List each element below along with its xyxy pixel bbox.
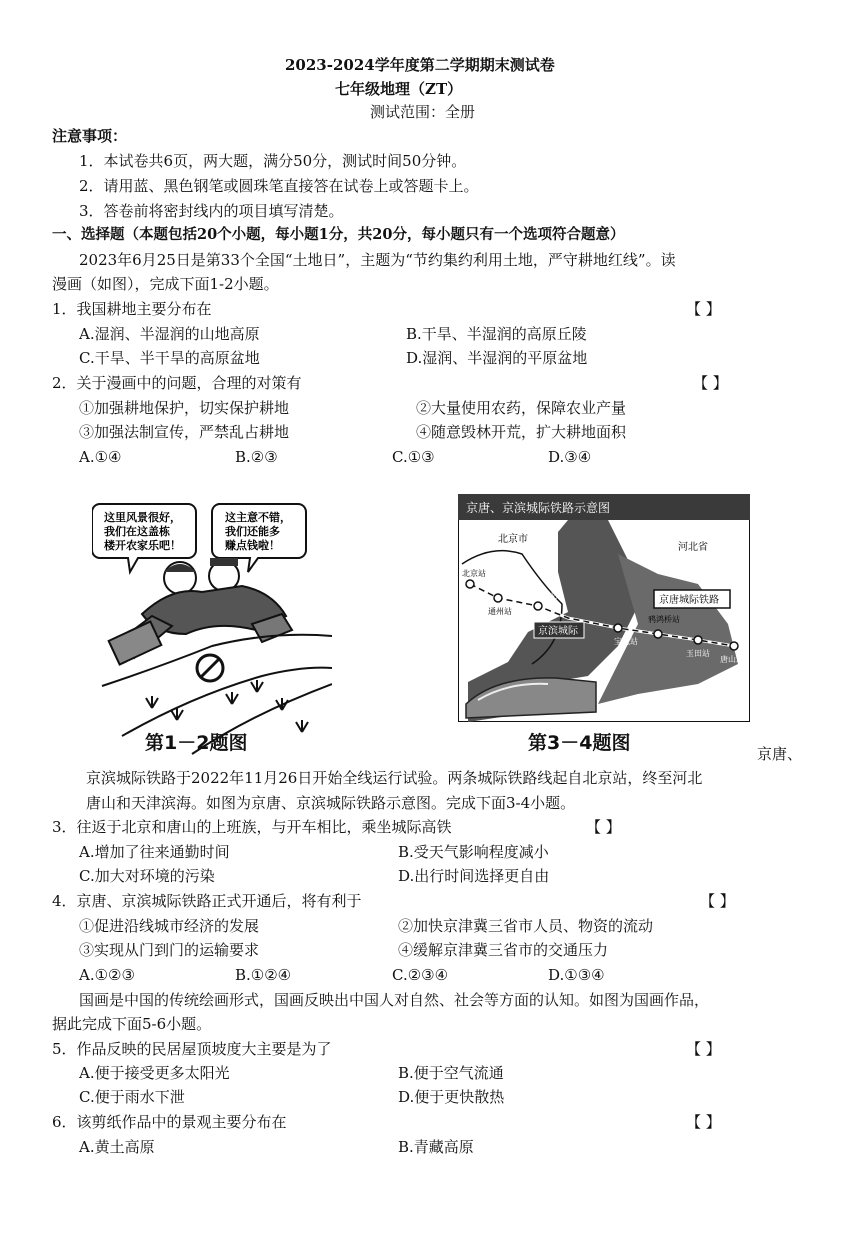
option-a[interactable]: A.湿润、半湿润的山地高原 <box>79 325 260 343</box>
map-label-hebei: 河北省 <box>678 542 708 553</box>
section-heading: 一、选择题（本题包括20个小题，每小题1分，共20分，每小题只有一个选项符合题意） <box>52 226 625 243</box>
statement: ④随意毁林开荒，扩大耕地面积 <box>416 423 627 441</box>
option-b[interactable]: B.干旱、半湿润的高原丘陵 <box>406 325 587 343</box>
map-label-beijing: 北京市 <box>498 534 528 545</box>
bubble-text: 这里风景很好， <box>104 511 181 524</box>
note-item: 3．答卷前将密封线内的项目填写清楚。 <box>79 202 344 220</box>
option-c[interactable]: C.①③ <box>392 448 435 466</box>
intro-text: 2023年6月25日是第33个全国“土地日”，主题为“节约集约利用土地，严守耕地红线”。读 <box>79 251 676 269</box>
legend-jingbin-text: 京滨城际 <box>538 626 578 637</box>
answer-bracket[interactable]: 【 】 <box>686 1113 721 1131</box>
exam-scope: 测试范围：全册 <box>370 103 476 121</box>
answer-bracket[interactable]: 【 】 <box>693 374 728 392</box>
note-item: 1．本试卷共6页，两大题，满分50分，测试时间50分钟。 <box>79 152 467 170</box>
legend-jingtang-text: 京唐城际铁路 <box>659 595 719 606</box>
station-label: 北京站 <box>462 569 486 578</box>
question-stem: 4．京唐、京滨城际铁路正式开通后，将有利于 <box>52 892 362 910</box>
answer-bracket[interactable]: 【 】 <box>686 300 721 318</box>
question-stem: 1．我国耕地主要分布在 <box>52 300 212 318</box>
option-a[interactable]: A.①②③ <box>79 966 135 984</box>
statement: ②大量使用农药，保障农业产量 <box>416 399 627 417</box>
question-stem: 5．作品反映的民居屋顶坡度大主要是为了 <box>52 1040 332 1058</box>
bubble-text: 我们在这盖栋 <box>104 525 170 538</box>
statement: ①促进沿线城市经济的发展 <box>79 917 260 935</box>
option-c[interactable]: C.便于雨水下泄 <box>79 1088 185 1106</box>
statement: ①加强耕地保护，切实保护耕地 <box>79 399 290 417</box>
option-c[interactable]: C.干旱、半干旱的高原盆地 <box>79 349 260 367</box>
exam-subject: 七年级地理（ZT） <box>335 80 463 98</box>
notes-heading: 注意事项： <box>52 127 128 145</box>
answer-bracket[interactable]: 【 】 <box>586 818 621 836</box>
intro-text: 漫画（如图），完成下面1-2小题。 <box>52 275 279 293</box>
question-stem: 2．关于漫画中的问题，合理的对策有 <box>52 374 302 392</box>
option-d[interactable]: D.出行时间选择更自由 <box>398 867 550 885</box>
station-label: 通州站 <box>488 607 512 616</box>
option-d[interactable]: D.湿润、半湿润的平原盆地 <box>406 349 588 367</box>
option-b[interactable]: B.便于空气流通 <box>398 1064 504 1082</box>
figure-caption: 第3－4题图 <box>528 732 631 754</box>
option-a[interactable]: A.增加了往来通勤时间 <box>79 843 230 861</box>
cartoon-figure <box>92 496 332 758</box>
statement: ③实现从门到门的运输要求 <box>79 941 260 959</box>
intro-text: 国画是中国的传统绘画形式，国画反映出中国人对自然、社会等方面的认知。如图为国画作品， <box>79 991 710 1009</box>
answer-bracket[interactable]: 【 】 <box>700 892 735 910</box>
exam-title: 2023-2024学年度第二学期期末测试卷 <box>285 56 555 74</box>
bubble-text: 这主意不错， <box>225 511 291 524</box>
station-label: 鸦鸿桥站 <box>648 615 680 624</box>
intro-text: 京唐、 <box>757 745 803 763</box>
bubble-text: 楼开农家乐吧！ <box>104 539 181 552</box>
option-b[interactable]: B.②③ <box>235 448 278 466</box>
option-d[interactable]: D.①③④ <box>548 966 605 984</box>
intro-text: 唐山和天津滨海。如图为京唐、京滨城际铁路示意图。完成下面3-4小题。 <box>86 794 576 812</box>
question-stem: 3．往返于北京和唐山的上班族，与开车相比，乘坐城际高铁 <box>52 818 452 836</box>
option-d[interactable]: D.便于更快散热 <box>398 1088 505 1106</box>
field-sign <box>109 621 162 664</box>
bubble-text: 赚点钱啦！ <box>225 539 280 552</box>
question-stem: 6．该剪纸作品中的景观主要分布在 <box>52 1113 287 1131</box>
option-b[interactable]: B.青藏高原 <box>398 1138 474 1156</box>
option-c[interactable]: C.加大对环境的污染 <box>79 867 215 885</box>
railway-map-figure <box>458 494 750 722</box>
option-a[interactable]: A.①④ <box>79 448 122 466</box>
map-banner-text: 京唐、京滨城际铁路示意图 <box>466 501 611 515</box>
answer-bracket[interactable]: 【 】 <box>686 1040 721 1058</box>
station-label: 宝坻站 <box>614 637 638 646</box>
note-item: 2．请用蓝、黑色钢笔或圆珠笔直接答在试卷上或答题卡上。 <box>79 177 479 195</box>
option-a[interactable]: A.便于接受更多太阳光 <box>79 1064 230 1082</box>
intro-text: 京滨城际铁路于2022年11月26日开始全线运行试验。两条城际铁路线起自北京站，终至河北 <box>86 769 703 787</box>
bubble-text: 我们还能多 <box>225 525 280 538</box>
intro-text: 据此完成下面5-6小题。 <box>52 1015 212 1033</box>
figure-caption: 第1－2题图 <box>145 732 248 754</box>
statement: ③加强法制宣传，严禁乱占耕地 <box>79 423 290 441</box>
option-b[interactable]: B.①②④ <box>235 966 292 984</box>
option-d[interactable]: D.③④ <box>548 448 592 466</box>
option-a[interactable]: A.黄土高原 <box>79 1138 155 1156</box>
statement: ④缓解京津冀三省市的交通压力 <box>398 941 609 959</box>
option-c[interactable]: C.②③④ <box>392 966 449 984</box>
station-label: 玉田站 <box>686 649 710 658</box>
station-label: 香河站 <box>534 591 558 600</box>
statement: ②加快京津冀三省市人员、物资的流动 <box>398 917 654 935</box>
option-b[interactable]: B.受天气影响程度减小 <box>398 843 549 861</box>
station-label: 唐山站 <box>720 655 744 664</box>
